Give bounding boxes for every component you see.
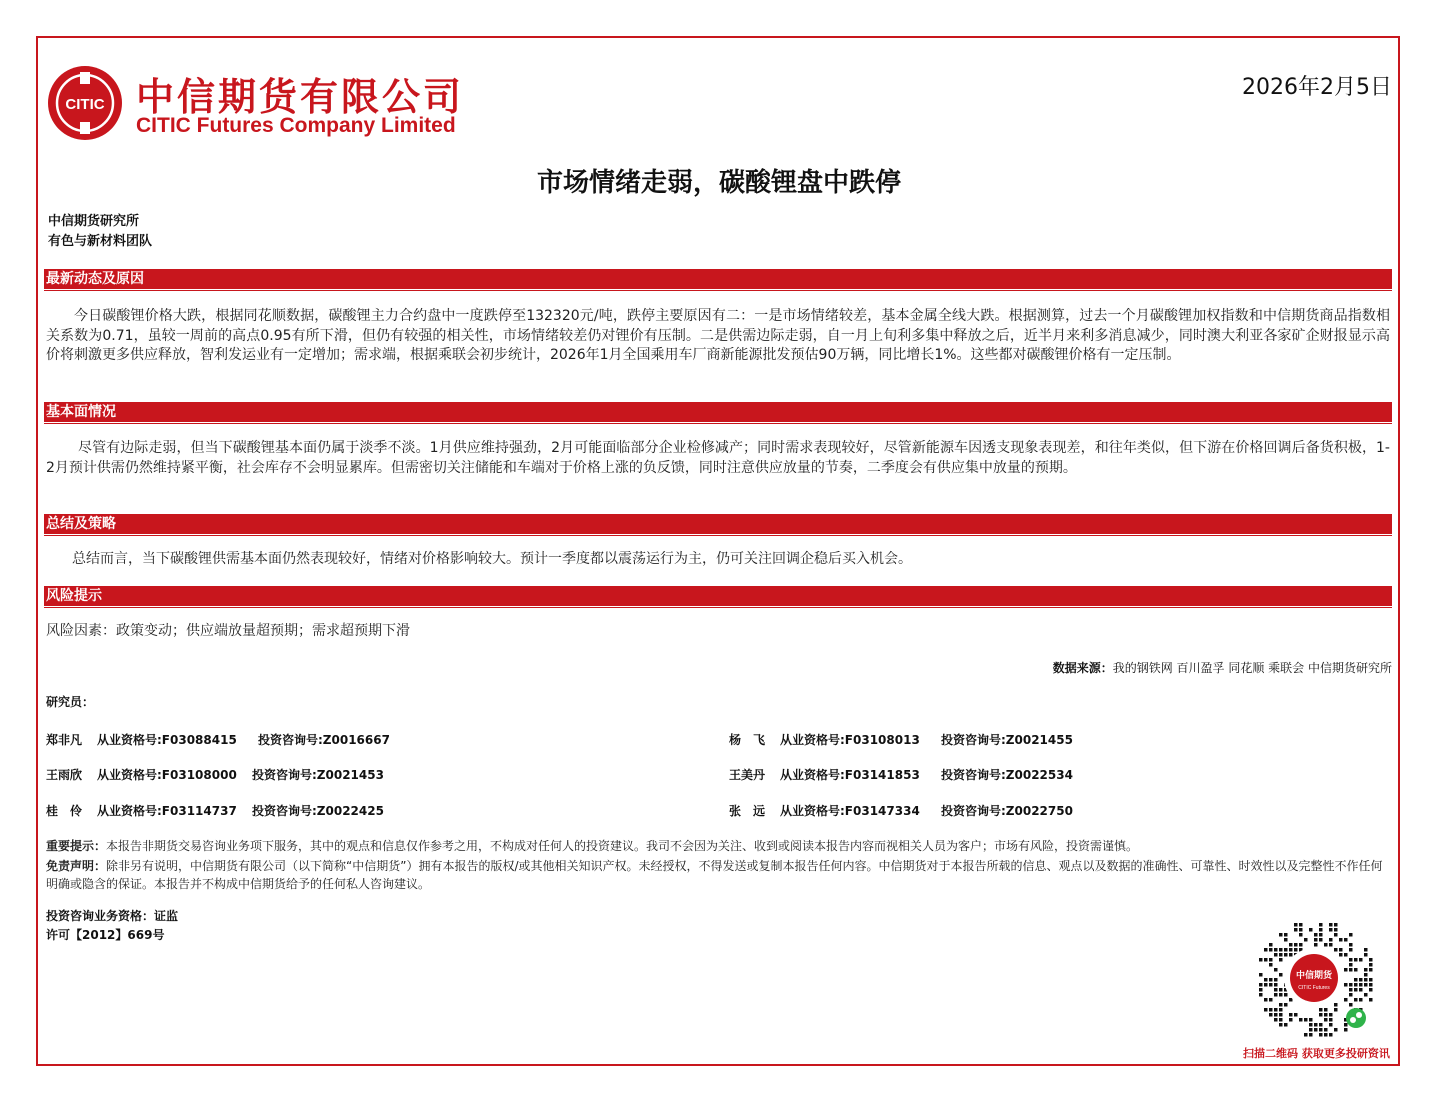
company-name-cn: 中信期货有限公司	[136, 74, 465, 119]
researcher-name: 张 远	[729, 804, 766, 818]
section-heading-fundamentals: 基本面情况	[44, 402, 1392, 422]
data-source-label: 数据来源：	[1052, 661, 1113, 675]
section-heading-latest: 最新动态及原因	[44, 269, 1392, 289]
researcher-name: 郑非凡	[46, 733, 83, 747]
report-date: 2026年2月5日	[1242, 75, 1392, 100]
researcher-name: 王雨欣	[46, 768, 83, 782]
researcher-invest: 投资咨询号:Z0021453	[252, 768, 384, 782]
researcher-invest: 投资咨询号:Z0022750	[941, 804, 1073, 818]
section-text-risk: 风险因素：政策变动；供应端放量超预期；需求超预期下滑	[46, 623, 410, 639]
disclaimer	[46, 857, 1390, 893]
researcher-name: 杨 飞	[729, 733, 766, 747]
researcher-qual: 从业资格号:F03114737	[97, 804, 237, 818]
disclaimer-text: 除非另有说明，中信期货有限公司（以下简称“中信期货”）拥有本报告的版权/或其他相关知识产权。未经授权，不得发送或复制本报告任何内容。中信期货对于本报告所载的信息、观点以及数据的准确性、可靠性、时效性以及完整性不作任何明确或隐含的保证。本报告并不构成中信期货给予的任何私人咨询建议。	[46, 859, 1383, 891]
researchers-label: 研究员：	[46, 695, 95, 709]
section-heading-risk: 风险提示	[44, 586, 1392, 606]
data-source-text: 我的钢铁网 百川盈孚 同花顺 乘联会 中信期货研究所	[1112, 661, 1392, 675]
researcher-name: 桂 伶	[46, 804, 83, 818]
svg-text:CITIC: CITIC	[65, 96, 105, 113]
researcher-qual: 从业资格号:F03141853	[780, 768, 920, 782]
qr-center-label-cn: 中信期货	[1295, 971, 1333, 981]
section-text-latest: 今日碳酸锂价格大跌，根据同花顺数据，碳酸锂主力合约盘中一度跌停至132320元/吨，跌停主要原因有二：一是市场情绪较差，基本金属全线大跌。根据测算，过去一个月碳酸锂加权指数和中信期货商品指数相关系数为0.71，虽较一周前的高点0.95有所下滑，但仍有较强的相关性，市场情绪较差仍对锂价有压制。二是供需边际走弱，自一月上旬利多集中释放之后，近半月来利多消息减少，同时澳大利亚各家矿企财报显示高价将刺激更多供应释放，智利发运业有一定增加；需求端，根据乘联会初步统计，2026年1月全国乘用车厂商新能源批发预估90万辆，同比增长1%。这些都对碳酸锂价格有一定压制。	[46, 308, 1390, 363]
researcher-invest: 投资咨询号:Z0022534	[941, 768, 1073, 782]
org-line-1: 中信期货研究所	[48, 214, 140, 229]
researcher-qual: 从业资格号:F03147334	[780, 804, 920, 818]
researcher-invest: 投资咨询号:Z0016667	[258, 733, 390, 747]
researcher-invest: 投资咨询号:Z0022425	[252, 804, 384, 818]
org-block	[48, 212, 152, 252]
company-name-en: CITIC Futures Company Limited	[136, 114, 456, 137]
disclaimer-label: 免责声明：	[46, 859, 107, 873]
section-heading-summary: 总结及策略	[44, 514, 1392, 534]
important-notice-label: 重要提示：	[46, 839, 107, 853]
important-notice	[46, 837, 1390, 855]
company-logo	[46, 64, 486, 144]
data-source	[1053, 659, 1392, 676]
license-line-2: 许可【2012】669号	[46, 928, 165, 942]
researcher-invest: 投资咨询号:Z0021455	[941, 733, 1073, 747]
qr-caption: 扫描二维码 获取更多投研资讯	[1243, 1047, 1390, 1060]
researcher-qual: 从业资格号:F03108000	[97, 768, 237, 782]
citic-logo-icon	[46, 64, 124, 142]
report-title: 市场情绪走弱，碳酸锂盘中跌停	[536, 168, 901, 198]
section-text-summary: 总结而言，当下碳酸锂供需基本面仍然表现较好，情绪对价格影响较大。预计一季度都以震荡运行为主，仍可关注回调企稳后买入机会。	[72, 551, 912, 567]
section-text-fundamentals: 尽管有边际走弱，但当下碳酸锂基本面仍属于淡季不淡。1月供应维持强劲，2月可能面临部分企业检修减产；同时需求表现较好，尽管新能源车因透支现象表现差，和往年类似，但下游在价格回调后备货积极，1-2月预计供需仍然维持紧平衡，社会库存不会明显累库。但需密切关注储能和车端对于价格上涨的负反馈，同时注意供应放量的节奏，二季度会有供应集中放量的预期。	[46, 440, 1390, 476]
qr-center-label-en: CITIC Futures	[1298, 985, 1330, 991]
license-line-1: 投资咨询业务资格：证监	[46, 909, 179, 923]
researcher-name: 王美丹	[729, 768, 766, 782]
org-line-2: 有色与新材料团队	[48, 234, 153, 249]
researcher-qual: 从业资格号:F03088415	[97, 733, 237, 747]
qr-code-icon[interactable]	[1250, 914, 1378, 1042]
important-notice-text: 本报告非期货交易咨询业务项下服务，其中的观点和信息仅作参考之用，不构成对任何人的投资建议。我司不会因为关注、收到或阅读本报告内容而视相关人员为客户；市场有风险，投资需谨慎。	[106, 839, 1139, 853]
researcher-qual: 从业资格号:F03108013	[780, 733, 920, 747]
